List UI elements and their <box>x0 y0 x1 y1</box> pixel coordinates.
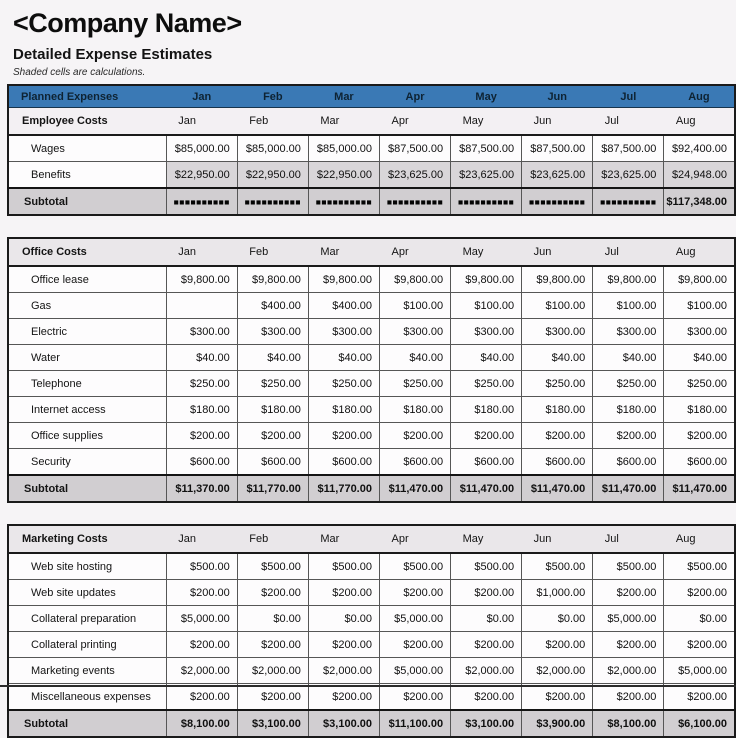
cell-value: $5,000.00 <box>379 606 450 632</box>
subtotal-label: Subtotal <box>8 475 166 502</box>
subtotal-value: $11,770.00 <box>237 475 308 502</box>
cell-value: $200.00 <box>664 580 735 606</box>
cell-value: $5,000.00 <box>593 606 664 632</box>
cell-value: $0.00 <box>237 606 308 632</box>
cell-overflow: ■■■■■■■■■■ <box>451 188 522 215</box>
cell-value: $200.00 <box>664 632 735 658</box>
subtotal-value: $117,348.00 <box>664 188 735 215</box>
cell-value: $180.00 <box>166 397 237 423</box>
column-header-month: Jan <box>166 108 237 136</box>
cell-overflow: ■■■■■■■■■■ <box>166 188 237 215</box>
cell-value: $200.00 <box>522 684 593 711</box>
cell-value: $200.00 <box>379 580 450 606</box>
subheader-label: Marketing Costs <box>8 525 166 553</box>
cell-value: $600.00 <box>522 449 593 476</box>
cell-value: $200.00 <box>166 580 237 606</box>
row-label: Marketing events <box>8 658 166 684</box>
subtotal-value: $11,100.00 <box>379 710 450 737</box>
table-row <box>8 135 735 162</box>
cell-value: $23,625.00 <box>379 162 450 189</box>
cell-value: $5,000.00 <box>379 658 450 684</box>
cell-value: $250.00 <box>166 371 237 397</box>
column-header-month: Jul <box>593 525 664 553</box>
subtotal-value: $11,470.00 <box>664 475 735 502</box>
table-row <box>8 632 735 658</box>
column-header-month: Aug <box>664 108 735 136</box>
cell-value: $400.00 <box>308 293 379 319</box>
column-header-month: Jun <box>522 108 593 136</box>
cell-value: $300.00 <box>379 319 450 345</box>
cell-value: $300.00 <box>664 319 735 345</box>
column-header-month: Mar <box>308 238 379 266</box>
cell-value: $300.00 <box>522 319 593 345</box>
column-header-month: Jun <box>522 85 593 108</box>
cell-value: $200.00 <box>451 580 522 606</box>
cell-value: $100.00 <box>379 293 450 319</box>
cell-value: $22,950.00 <box>237 162 308 189</box>
table-row <box>8 345 735 371</box>
table-row <box>8 319 735 345</box>
cell-value: $500.00 <box>451 553 522 580</box>
subtotal-label: Subtotal <box>8 188 166 215</box>
cell-value: $180.00 <box>308 397 379 423</box>
cell-value: $23,625.00 <box>593 162 664 189</box>
column-header-month: Jan <box>166 238 237 266</box>
cell-value: $23,625.00 <box>522 162 593 189</box>
cell-value: $1,000.00 <box>522 580 593 606</box>
cell-value: $9,800.00 <box>308 266 379 293</box>
cell-value: $300.00 <box>237 319 308 345</box>
column-header-month: Aug <box>664 238 735 266</box>
cell-value: $200.00 <box>379 684 450 711</box>
column-header-month: Feb <box>237 108 308 136</box>
column-header-month: Mar <box>308 85 379 108</box>
cell-value: $0.00 <box>522 606 593 632</box>
cell-value: $0.00 <box>451 606 522 632</box>
column-header-month: May <box>451 238 522 266</box>
cell-value: $100.00 <box>664 293 735 319</box>
cell-value: $0.00 <box>308 606 379 632</box>
cell-value: $300.00 <box>166 319 237 345</box>
cell-value: $87,500.00 <box>522 135 593 162</box>
cell-value: $2,000.00 <box>593 658 664 684</box>
table-subheader-row <box>8 238 735 266</box>
expense-table-marketing-costs <box>7 524 736 738</box>
cell-value: $100.00 <box>522 293 593 319</box>
row-label: Miscellaneous expenses <box>8 684 166 711</box>
table-title-row <box>8 85 735 108</box>
subtotal-value: $11,470.00 <box>451 475 522 502</box>
cell-value: $500.00 <box>308 553 379 580</box>
cell-value: $600.00 <box>664 449 735 476</box>
column-header-month: Aug <box>664 85 735 108</box>
column-header-month: Jul <box>593 108 664 136</box>
subtotal-value: $8,100.00 <box>166 710 237 737</box>
cell-value: $300.00 <box>308 319 379 345</box>
column-header-month: Aug <box>664 525 735 553</box>
cell-value: $600.00 <box>166 449 237 476</box>
cell-value: $200.00 <box>522 632 593 658</box>
cell-value: $250.00 <box>664 371 735 397</box>
cell-value: $200.00 <box>593 684 664 711</box>
cell-value: $100.00 <box>593 293 664 319</box>
cell-overflow: ■■■■■■■■■■ <box>522 188 593 215</box>
cell-overflow: ■■■■■■■■■■ <box>308 188 379 215</box>
cell-value: $100.00 <box>451 293 522 319</box>
cell-value: $9,800.00 <box>237 266 308 293</box>
subtotal-value: $6,100.00 <box>664 710 735 737</box>
column-header-month: May <box>451 525 522 553</box>
cell-value: $2,000.00 <box>166 658 237 684</box>
cell-value: $250.00 <box>379 371 450 397</box>
cell-value: $200.00 <box>166 632 237 658</box>
cell-value: $500.00 <box>237 553 308 580</box>
table-row <box>8 449 735 476</box>
column-header-month: Mar <box>308 525 379 553</box>
cell-value: $9,800.00 <box>522 266 593 293</box>
cell-value: $23,625.00 <box>451 162 522 189</box>
cell-value: $600.00 <box>379 449 450 476</box>
column-header-month: Feb <box>237 525 308 553</box>
cell-value: $40.00 <box>522 345 593 371</box>
column-header-month: Jun <box>522 238 593 266</box>
cell-value: $500.00 <box>593 553 664 580</box>
cell-value: $22,950.00 <box>166 162 237 189</box>
table-subheader-row <box>8 525 735 553</box>
cell-value <box>166 293 237 319</box>
cell-value: $600.00 <box>308 449 379 476</box>
expense-tables <box>0 84 736 738</box>
cell-value: $200.00 <box>664 684 735 711</box>
subtotal-label: Subtotal <box>8 710 166 737</box>
cell-value: $180.00 <box>379 397 450 423</box>
cell-value: $200.00 <box>308 580 379 606</box>
table-row <box>8 684 735 711</box>
expense-table-planned-expenses <box>7 84 736 216</box>
company-name: <Company Name> <box>13 8 242 38</box>
row-label: Wages <box>8 135 166 162</box>
table-row <box>8 423 735 449</box>
cell-value: $500.00 <box>522 553 593 580</box>
bottom-divider <box>0 685 736 687</box>
column-header-month: Jan <box>166 525 237 553</box>
table-row <box>8 553 735 580</box>
subtotal-row <box>8 475 735 502</box>
cell-value: $40.00 <box>664 345 735 371</box>
row-label: Web site updates <box>8 580 166 606</box>
cell-value: $0.00 <box>664 606 735 632</box>
cell-value: $200.00 <box>166 684 237 711</box>
cell-value: $400.00 <box>237 293 308 319</box>
cell-value: $9,800.00 <box>664 266 735 293</box>
row-label: Electric <box>8 319 166 345</box>
column-header-month: Apr <box>379 108 450 136</box>
row-label: Collateral printing <box>8 632 166 658</box>
subtotal-value: $3,900.00 <box>522 710 593 737</box>
row-label: Telephone <box>8 371 166 397</box>
cell-overflow: ■■■■■■■■■■ <box>593 188 664 215</box>
cell-value: $200.00 <box>451 423 522 449</box>
cell-value: $200.00 <box>308 632 379 658</box>
cell-value: $200.00 <box>237 580 308 606</box>
cell-value: $24,948.00 <box>664 162 735 189</box>
row-label: Internet access <box>8 397 166 423</box>
cell-value: $2,000.00 <box>237 658 308 684</box>
row-label: Office supplies <box>8 423 166 449</box>
column-header-month: Apr <box>379 238 450 266</box>
subtotal-value: $11,770.00 <box>308 475 379 502</box>
cell-value: $250.00 <box>308 371 379 397</box>
column-header-month: Jul <box>593 238 664 266</box>
table-subheader-row <box>8 108 735 136</box>
cell-value: $180.00 <box>522 397 593 423</box>
column-header-month: Apr <box>379 85 450 108</box>
report-title: Detailed Expense Estimates <box>13 46 213 63</box>
cell-value: $9,800.00 <box>379 266 450 293</box>
cell-value: $250.00 <box>522 371 593 397</box>
cell-value: $200.00 <box>379 423 450 449</box>
cell-value: $250.00 <box>451 371 522 397</box>
subheader-label: Office Costs <box>8 238 166 266</box>
cell-value: $500.00 <box>664 553 735 580</box>
column-header-month: Jun <box>522 525 593 553</box>
cell-value: $2,000.00 <box>308 658 379 684</box>
cell-value: $200.00 <box>237 684 308 711</box>
table-row <box>8 162 735 189</box>
cell-value: $9,800.00 <box>451 266 522 293</box>
cell-value: $250.00 <box>237 371 308 397</box>
cell-value: $85,000.00 <box>166 135 237 162</box>
table-title-label: Planned Expenses <box>8 85 166 108</box>
calculation-note: Shaded cells are calculations. <box>13 67 146 78</box>
column-header-month: May <box>451 108 522 136</box>
row-label: Office lease <box>8 266 166 293</box>
cell-value: $300.00 <box>593 319 664 345</box>
cell-value: $5,000.00 <box>664 658 735 684</box>
cell-value: $2,000.00 <box>522 658 593 684</box>
row-label: Web site hosting <box>8 553 166 580</box>
cell-value: $600.00 <box>237 449 308 476</box>
table-row <box>8 658 735 684</box>
cell-value: $9,800.00 <box>593 266 664 293</box>
cell-value: $22,950.00 <box>308 162 379 189</box>
cell-value: $40.00 <box>379 345 450 371</box>
cell-overflow: ■■■■■■■■■■ <box>237 188 308 215</box>
cell-value: $200.00 <box>593 580 664 606</box>
column-header-month: Feb <box>237 238 308 266</box>
cell-value: $9,800.00 <box>166 266 237 293</box>
cell-value: $180.00 <box>664 397 735 423</box>
cell-overflow: ■■■■■■■■■■ <box>379 188 450 215</box>
cell-value: $600.00 <box>593 449 664 476</box>
cell-value: $200.00 <box>664 423 735 449</box>
cell-value: $250.00 <box>593 371 664 397</box>
cell-value: $600.00 <box>451 449 522 476</box>
cell-value: $200.00 <box>308 423 379 449</box>
subtotal-value: $8,100.00 <box>593 710 664 737</box>
cell-value: $200.00 <box>593 632 664 658</box>
column-header-month: Feb <box>237 85 308 108</box>
cell-value: $200.00 <box>308 684 379 711</box>
subtotal-value: $3,100.00 <box>451 710 522 737</box>
cell-value: $180.00 <box>237 397 308 423</box>
column-header-month: Apr <box>379 525 450 553</box>
table-row <box>8 266 735 293</box>
cell-value: $200.00 <box>237 423 308 449</box>
subtotal-value: $3,100.00 <box>237 710 308 737</box>
cell-value: $40.00 <box>237 345 308 371</box>
cell-value: $500.00 <box>166 553 237 580</box>
table-row <box>8 606 735 632</box>
cell-value: $40.00 <box>166 345 237 371</box>
subtotal-value: $11,470.00 <box>522 475 593 502</box>
subheader-label: Employee Costs <box>8 108 166 136</box>
subtotal-value: $11,370.00 <box>166 475 237 502</box>
cell-value: $40.00 <box>593 345 664 371</box>
cell-value: $180.00 <box>593 397 664 423</box>
cell-value: $200.00 <box>451 684 522 711</box>
cell-value: $200.00 <box>593 423 664 449</box>
column-header-month: May <box>451 85 522 108</box>
table-row <box>8 397 735 423</box>
cell-value: $300.00 <box>451 319 522 345</box>
column-header-month: Mar <box>308 108 379 136</box>
cell-value: $180.00 <box>451 397 522 423</box>
row-label: Gas <box>8 293 166 319</box>
cell-value: $92,400.00 <box>664 135 735 162</box>
cell-value: $87,500.00 <box>379 135 450 162</box>
row-label: Collateral preparation <box>8 606 166 632</box>
cell-value: $87,500.00 <box>451 135 522 162</box>
cell-value: $200.00 <box>166 423 237 449</box>
subtotal-value: $11,470.00 <box>593 475 664 502</box>
subtotal-value: $11,470.00 <box>379 475 450 502</box>
expense-table-office-costs <box>7 237 736 503</box>
subtotal-row <box>8 710 735 737</box>
row-label: Security <box>8 449 166 476</box>
cell-value: $200.00 <box>379 632 450 658</box>
column-header-month: Jan <box>166 85 237 108</box>
cell-value: $200.00 <box>237 632 308 658</box>
row-label: Water <box>8 345 166 371</box>
column-header-month: Jul <box>593 85 664 108</box>
cell-value: $200.00 <box>522 423 593 449</box>
cell-value: $200.00 <box>451 632 522 658</box>
row-label: Benefits <box>8 162 166 189</box>
cell-value: $40.00 <box>451 345 522 371</box>
subtotal-row <box>8 188 735 215</box>
cell-value: $85,000.00 <box>308 135 379 162</box>
cell-value: $87,500.00 <box>593 135 664 162</box>
cell-value: $500.00 <box>379 553 450 580</box>
subtotal-value: $3,100.00 <box>308 710 379 737</box>
cell-value: $5,000.00 <box>166 606 237 632</box>
table-row <box>8 580 735 606</box>
cell-value: $2,000.00 <box>451 658 522 684</box>
table-row <box>8 293 735 319</box>
cell-value: $40.00 <box>308 345 379 371</box>
cell-value: $85,000.00 <box>237 135 308 162</box>
table-row <box>8 371 735 397</box>
